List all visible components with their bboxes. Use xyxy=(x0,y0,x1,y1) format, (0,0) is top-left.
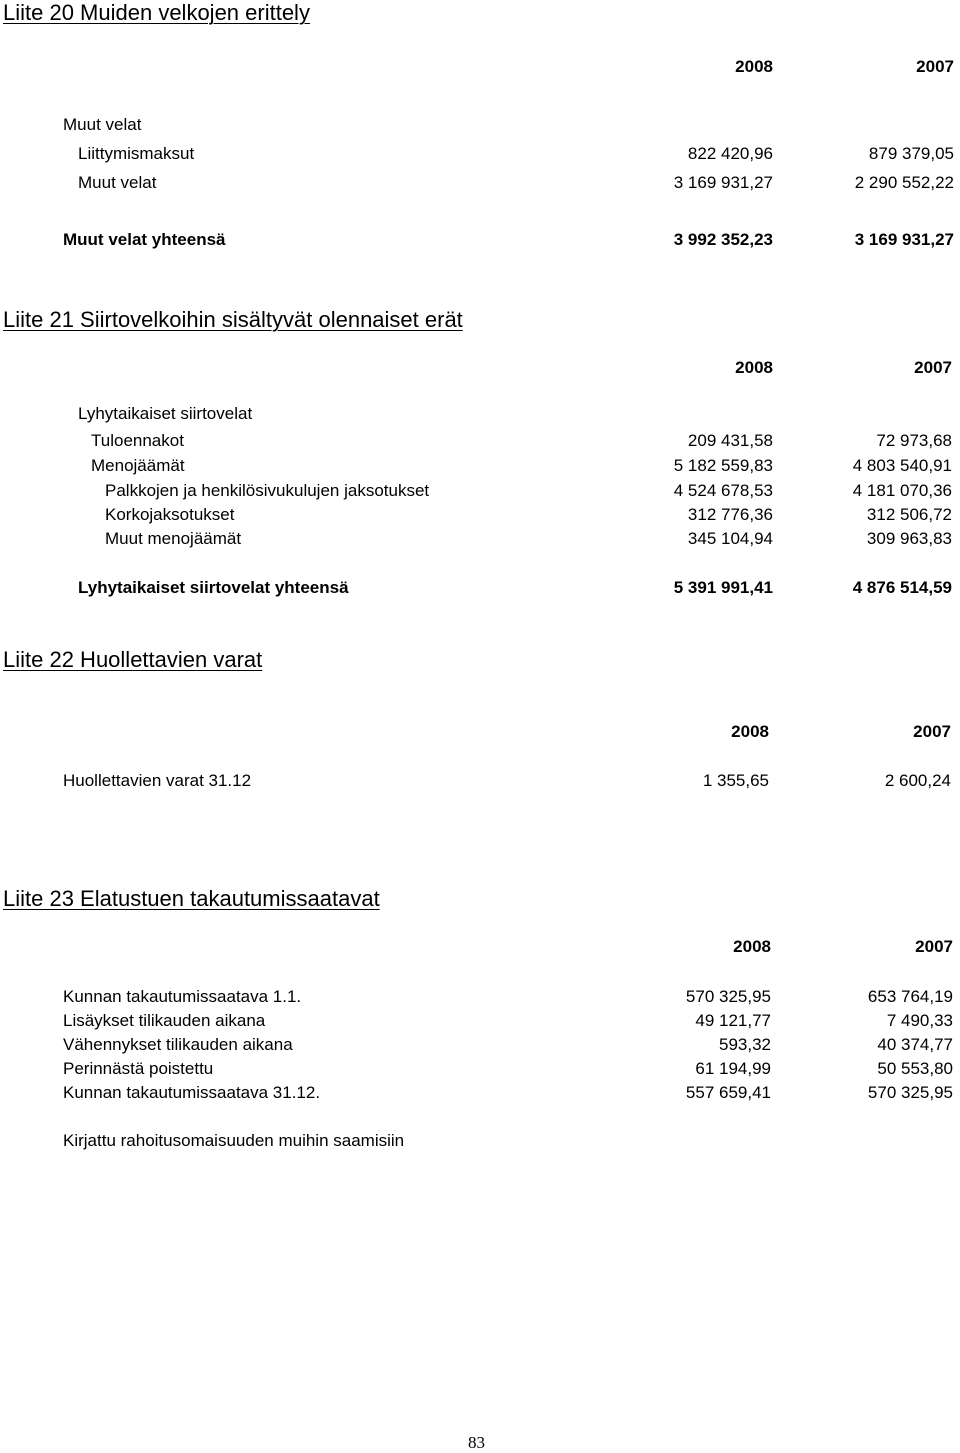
liite-20-heading: Liite 20 Muiden velkojen erittely xyxy=(3,0,310,25)
liite-23-year-2007: 2007 xyxy=(915,937,953,956)
liite-22-year-2007: 2007 xyxy=(913,722,951,741)
liite-21-row-2008: 312 776,36 xyxy=(687,505,773,524)
liite-23-heading: Liite 23 Elatustuen takautumissaatavat xyxy=(3,886,380,911)
liite-23-row-label: Vähennykset tilikauden aikana xyxy=(63,1035,293,1054)
liite-23-row-2008: 49 121,77 xyxy=(695,1011,771,1030)
liite-21-row-2007: 72 973,68 xyxy=(876,431,952,450)
liite-23-note: Kirjattu rahoitusomaisuuden muihin saamisiin xyxy=(63,1131,405,1150)
liite-20-row-2007: 879 379,05 xyxy=(868,144,954,163)
liite-21-year-2007: 2007 xyxy=(914,358,952,377)
page-number: 83 xyxy=(468,1433,485,1452)
liite-23-row-label: Perinnästä poistettu xyxy=(63,1059,214,1078)
liite-22-row-label: Huollettavien varat 31.12 xyxy=(63,771,252,790)
liite-21-row-2007: 309 963,83 xyxy=(866,529,952,548)
liite-23-row-2008: 570 325,95 xyxy=(685,987,771,1006)
liite-22-row-2007: 2 600,24 xyxy=(884,771,951,790)
liite-23-row-label: Kunnan takautumissaatava 31.12. xyxy=(63,1083,321,1102)
liite-23-row-2008: 61 194,99 xyxy=(695,1059,771,1078)
liite-23-row-2008: 557 659,41 xyxy=(685,1083,771,1102)
liite-21-row-2008: 4 524 678,53 xyxy=(673,481,773,500)
liite-21-total-2007: 4 876 514,59 xyxy=(852,578,952,597)
liite-20-row-label: Liittymismaksut xyxy=(78,144,195,163)
liite-23-row-2007: 7 490,33 xyxy=(886,1011,953,1030)
liite-21-row-2007: 312 506,72 xyxy=(866,505,952,524)
liite-20-row-2007: 2 290 552,22 xyxy=(854,173,954,192)
liite-23-row-label: Lisäykset tilikauden aikana xyxy=(63,1011,266,1030)
liite-23-row-label: Kunnan takautumissaatava 1.1. xyxy=(63,987,302,1006)
liite-20-row-label: Muut velat xyxy=(78,173,157,192)
liite-20-total-2008: 3 992 352,23 xyxy=(673,230,773,249)
liite-23-year-2008: 2008 xyxy=(733,937,771,956)
liite-20-row-2008: 3 169 931,27 xyxy=(673,173,773,192)
liite-21-year-2008: 2008 xyxy=(735,358,773,377)
liite-20-year-2008: 2008 xyxy=(735,57,773,76)
liite-21-heading: Liite 21 Siirtovelkoihin sisältyvät olennaiset erät xyxy=(3,307,463,332)
liite-23-row-2007: 570 325,95 xyxy=(867,1083,953,1102)
liite-21-total-2008: 5 391 991,41 xyxy=(673,578,773,597)
liite-21-row-2008: 209 431,58 xyxy=(687,431,773,450)
liite-22-year-2008: 2008 xyxy=(731,722,769,741)
liite-21-group-label: Lyhytaikaiset siirtovelat xyxy=(78,404,253,423)
liite-21-row-2007: 4 181 070,36 xyxy=(852,481,952,500)
liite-21-row-label: Menojäämät xyxy=(91,456,185,475)
liite-21-total-label: Lyhytaikaiset siirtovelat yhteensä xyxy=(78,578,349,597)
liite-20-row-2008: 822 420,96 xyxy=(687,144,773,163)
liite-21-row-label: Korkojaksotukset xyxy=(105,505,235,524)
liite-21-row-label: Tuloennakot xyxy=(91,431,184,450)
liite-20-total-2007: 3 169 931,27 xyxy=(854,230,954,249)
liite-20-total-label: Muut velat yhteensä xyxy=(63,230,226,249)
liite-22-heading: Liite 22 Huollettavien varat xyxy=(3,647,263,672)
liite-23-row-2007: 653 764,19 xyxy=(867,987,953,1006)
liite-22-row-2008: 1 355,65 xyxy=(702,771,769,790)
liite-21-row-2008: 5 182 559,83 xyxy=(673,456,773,475)
liite-23-row-2007: 40 374,77 xyxy=(877,1035,953,1054)
liite-21-row-2008: 345 104,94 xyxy=(687,529,773,548)
liite-21-row-2007: 4 803 540,91 xyxy=(852,456,952,475)
liite-20-group-label: Muut velat xyxy=(63,115,142,134)
liite-23-row-2008: 593,32 xyxy=(719,1035,771,1054)
liite-20-year-2007: 2007 xyxy=(916,57,954,76)
liite-21-row-label: Palkkojen ja henkilösivukulujen jaksotukset xyxy=(105,481,430,500)
liite-21-row-label: Muut menojäämät xyxy=(105,529,242,548)
liite-23-row-2007: 50 553,80 xyxy=(877,1059,953,1078)
